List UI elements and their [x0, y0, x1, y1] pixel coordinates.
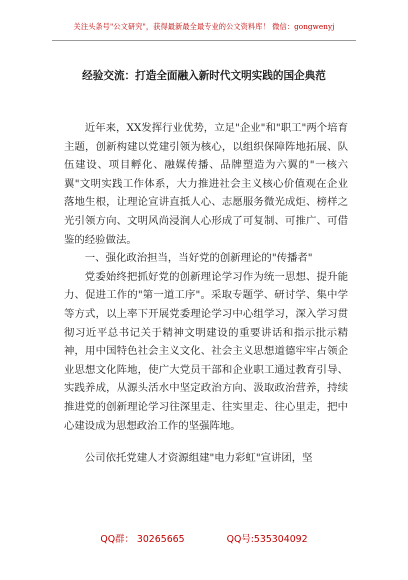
section-heading-1: 一、强化政治担当，当好党的创新理论的"传播者": [84, 252, 313, 265]
paragraph-section-1: 党委始终把抓好党的创新理论学习作为统一思想、提升能力、促进工作的"第一道工序"。采取专题学、研讨学、集中学等方式，以上率下开展党委理论学习中心组学习，深入学习贯彻习近平总书记关于精神文明建设的重要讲话和指示批示精神，用中国特色社会主义文化、社会主义思想道德牢牢占领企业思想文化阵地，使广大党员干部和企业职工通过教育引导、实践养成，从源头活水中坚定政治方向、汲取政治营养，持续推进党的创新理论学习往深里走、往实里走、往心里走，把中心建设成为思想政治工作的坚强阵地。: [64, 270, 348, 432]
page-header-banner: 关注头条号"公文研究"，获得最新最全最专业的公文资料库！ 微信：gongwenyj: [73, 22, 335, 31]
paragraph-section-1-continued: 公司依托党建人才资源组建"电力彩虹"宣讲团，坚: [84, 452, 313, 465]
footer-qq-number: QQ号:535304092: [226, 534, 308, 545]
document-body: [64, 119, 348, 468]
header-divider: [52, 40, 356, 41]
page-footer: [0, 531, 408, 545]
footer-qq-group: QQ群： 30265665: [100, 534, 185, 545]
document-title: 经验交流：打造全面融入新时代文明实践的国企典范: [82, 70, 326, 82]
paragraph-intro: 近年来，XX发挥行业优势，立足"企业"和"职工"两个培育主题，创新构建以党建引领为核心，以组织保障阵地拓展、队伍建设、项目孵化、融媒传播、品牌塑造为六翼的"一核六翼"文明实践工作体系，大力推进社会主义核心价值观在企业落地生根，让理论宣讲直抵人心、志愿服务微光成炬、榜样之光引领方向、文明风尚浸润人心形成了可复制、可推广、可借鉴的经验做法。: [64, 122, 348, 246]
